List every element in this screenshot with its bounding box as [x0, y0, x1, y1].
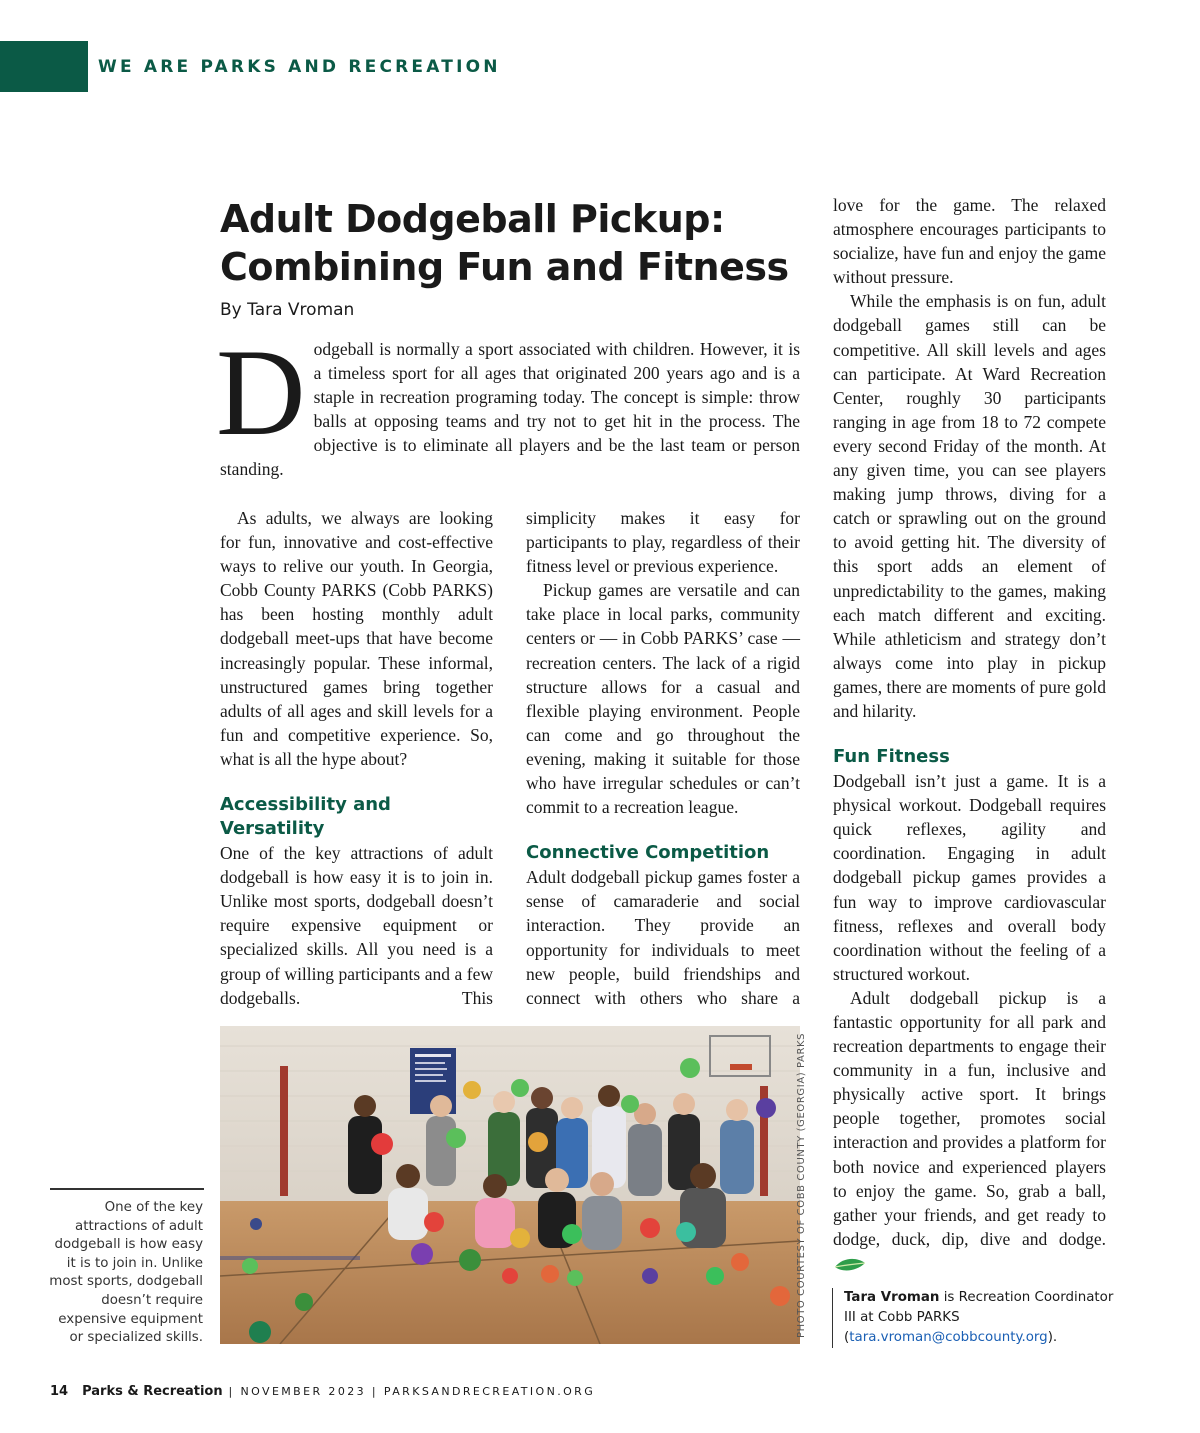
leaf-icon	[833, 1257, 867, 1273]
paragraph-connect-1: Adult dodgeball pickup games foster a sense of camaraderie and social interaction. They provide an opportunity for individuals to meet new people, build friendships and connect with others who share a	[526, 867, 800, 1008]
bio-end: ).	[1047, 1330, 1058, 1345]
header-color-tab	[0, 41, 88, 92]
section-label: WE ARE PARKS AND RECREATION	[98, 57, 501, 77]
paragraph-access-2: simplicity makes it easy for participants to play, regardless of their fitness level or previous experience.	[526, 508, 800, 577]
bio-email-link[interactable]: tara.vroman@cobbcounty.org	[849, 1330, 1048, 1345]
subhead-connective: Connective Competition	[526, 842, 770, 864]
intro-text: odgeball is normally a sport associated with children. However, it is a timeless sport for all ages that originated 200 years ago and is a staple in recreation programing today. The concept is simple: throw balls at opposing teams and try not to get hit in the process. The objective is to eliminate all players and be the last team or person standing.	[220, 339, 800, 480]
photo-credit: PHOTO COURTESY OF COBB COUNTY (GEORGIA) PARKS	[796, 1032, 807, 1338]
intro-paragraph	[216, 324, 800, 482]
paragraph-emphasis: While the emphasis is on fun, adult dodgeball games still can be competitive. All skill levels and ages can participate. At Ward Recreation Center, roughly 30 participants ranging in age from 18 to 72 compete every second Friday of the month. At any given time, you can see players making jump throws, diving for a catch or sprawling out on the ground to avoid getting hit. The diversity of this sport adds an element of unpredictability to the games, making each match different and exciting. While athleticism and strategy don’t always come into play in pickup games, there are moments of pure gold and hilarity.	[833, 291, 1106, 721]
paragraph-closing: Adult dodgeball pickup is a fantastic opportunity for all park and recreation departments to engage their community in a fun, inclusive and physically active sport. It brings people together, promotes social interaction and provides a platform for both novice and experienced players to enjoy the game. So, grab a ball, gather your friends, and get ready to dodge, duck, dip, dive and dodge.	[833, 986, 1106, 1275]
column-2	[526, 506, 800, 1010]
subhead-accessibility: Accessibility and Versatility	[220, 794, 391, 840]
page-footer	[50, 1384, 595, 1399]
paragraph-fitness: Dodgeball isn’t just a game. It is a physical workout. Dodgeball requires quick reflexes, agility and coordination. Engaging in adult dodgeball pickup games provides a fun way to improve cardiovascular fitness, reflexes and overall body coordination without the feeling of a structured workout.	[833, 771, 1106, 984]
drop-cap: D	[216, 324, 306, 461]
photo-caption: One of the key attractions of adult dodgeball is how easy it is to join in. Unlike most sports, dodgeball doesn’t require expensive equipment or specialized skills.	[49, 1200, 203, 1346]
paragraph-pickup: Pickup games are versatile and can take place in local parks, community centers or — in Cobb PARKS’ case — recreation centers. The lack of a rigid structure allows for a casual and flexible playing environment. People can come and go throughout the evening, making it suitable for those who have irregular schedules or can’t commit to a recreation league.	[526, 580, 800, 818]
subhead-fitness: Fun Fitness	[833, 746, 950, 768]
bio-text: is Recreation Coordinator III at Cobb PARKS (	[844, 1290, 1114, 1345]
paragraph-adults: As adults, we always are looking for fun, innovative and cost-effective ways to relive our youth. In Georgia, Cobb County PARKS (Cobb PARKS) has been hosting monthly adult dodgeball meet-ups that have become increasingly popular. These informal, unstructured games bring together adults of all ages and skill levels for a fun and competitive experience. So, what is all the hype about?	[220, 508, 493, 769]
paragraph-connect-2: love for the game. The relaxed atmosphere encourages participants to socialize, have fun and enjoy the game without pressure.	[833, 195, 1106, 288]
article-title: Adult Dodgeball Pickup: Combining Fun and Fitness	[220, 197, 789, 289]
column-1	[220, 506, 493, 1010]
page-number: 14	[50, 1384, 69, 1399]
author-bio	[832, 1288, 1119, 1348]
paragraph-access-1: One of the key attractions of adult dodgeball is how easy it is to join in. Unlike most sports, dodgeball doesn’t require expensive equipment or specialized skills. All you need is a group of willing participants and a few dodgeballs. This	[220, 843, 493, 1008]
magazine-name: Parks & Recreation	[82, 1384, 223, 1399]
issue-info: | NOVEMBER 2023 | PARKSANDRECREATION.ORG	[222, 1385, 596, 1398]
dodgeball-group-photo	[220, 1026, 800, 1344]
bio-name: Tara Vroman	[844, 1290, 940, 1305]
byline: By Tara Vroman	[220, 300, 355, 320]
column-3	[833, 193, 1106, 1275]
caption-divider	[50, 1188, 204, 1190]
